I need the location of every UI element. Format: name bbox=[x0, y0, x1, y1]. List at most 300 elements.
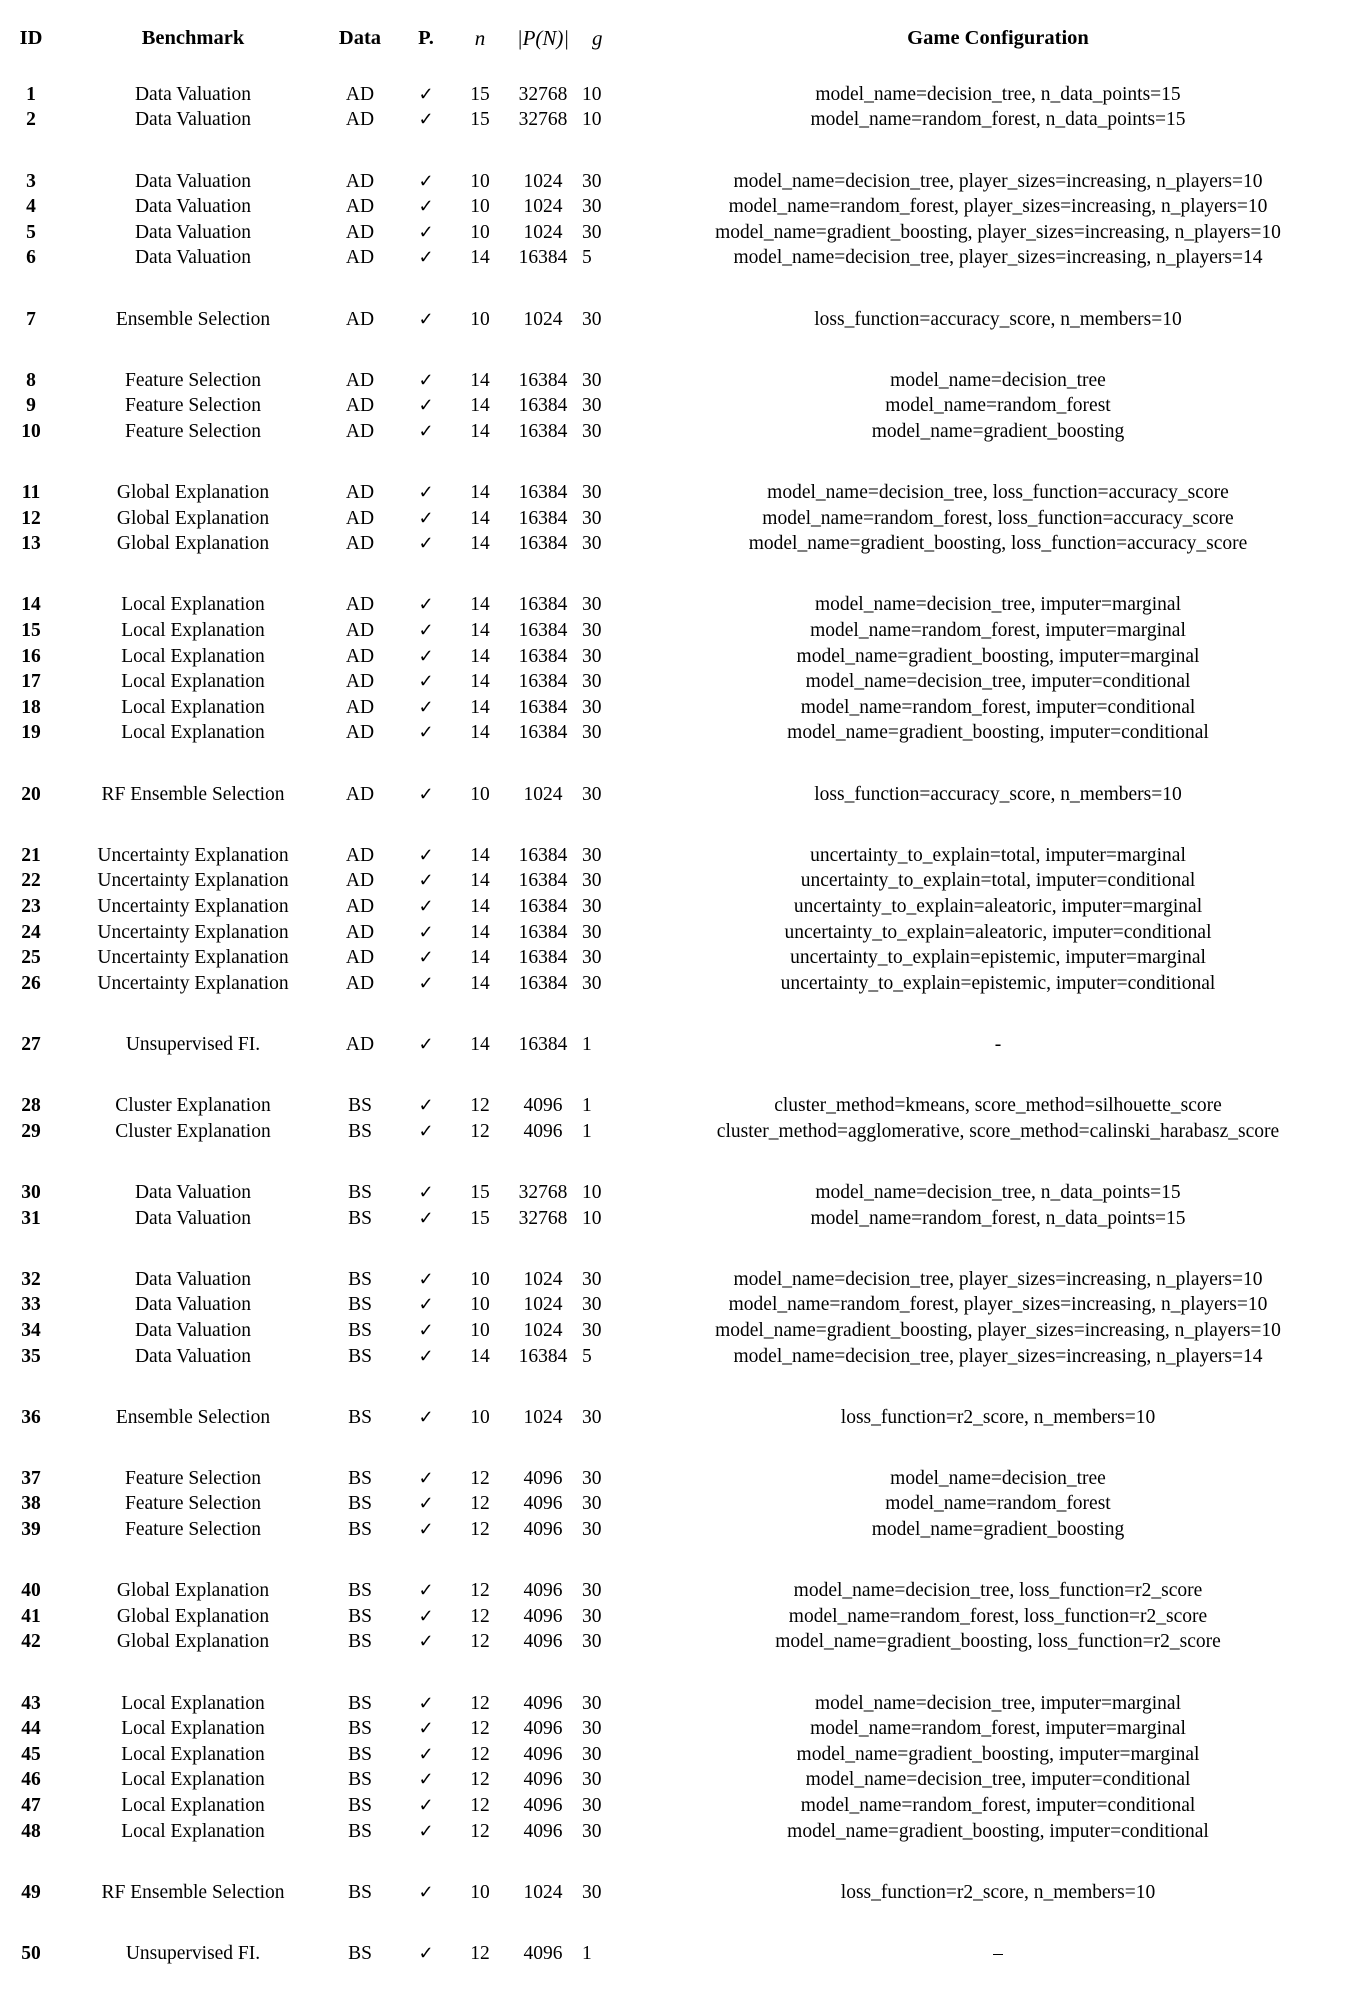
group-rule bbox=[0, 1435, 1366, 1461]
cell-powerset-size: 1024 bbox=[523, 308, 563, 330]
cell-game-configuration: model_name=decision_tree bbox=[890, 369, 1106, 391]
table-body bbox=[0, 77, 1366, 1997]
cell-g: 30 bbox=[582, 507, 602, 529]
cell-benchmark: Data Valuation bbox=[134, 1181, 252, 1203]
cell-precomputed-check: ✓ bbox=[418, 1181, 434, 1202]
table-row bbox=[0, 1292, 1366, 1318]
cell-n: 12 bbox=[470, 1519, 490, 1541]
cell-powerset-size: 16384 bbox=[518, 896, 568, 917]
cell-benchmark: Global Explanation bbox=[116, 482, 270, 504]
cell-id: 49 bbox=[21, 1881, 41, 1903]
cell-precomputed-check: ✓ bbox=[418, 1519, 434, 1540]
table-row bbox=[0, 1691, 1366, 1717]
header-rule bbox=[0, 51, 1366, 77]
table-row bbox=[0, 393, 1366, 419]
cell-precomputed-check: ✓ bbox=[418, 1718, 434, 1739]
cell-n: 14 bbox=[470, 671, 490, 693]
table-row bbox=[0, 1466, 1366, 1492]
cell-powerset-size: 4096 bbox=[523, 1718, 563, 1740]
cell-data: AD bbox=[345, 308, 375, 330]
cell-powerset-size: 32768 bbox=[518, 1207, 568, 1229]
cell-g: 30 bbox=[582, 170, 602, 192]
group-rule-row bbox=[0, 1660, 1366, 1686]
cell-g: 30 bbox=[582, 482, 602, 504]
cell-precomputed-check: ✓ bbox=[418, 594, 434, 615]
cell-data: BS bbox=[348, 1743, 372, 1765]
cell-precomputed-check: ✓ bbox=[418, 1942, 434, 1963]
cell-n: 12 bbox=[470, 1769, 490, 1791]
cell-powerset-size: 1024 bbox=[523, 1294, 563, 1316]
cell-id: 6 bbox=[26, 247, 36, 269]
group-rule-row bbox=[0, 1435, 1366, 1461]
cell-precomputed-check: ✓ bbox=[418, 1493, 434, 1514]
cell-benchmark: RF Ensemble Selection bbox=[101, 783, 285, 805]
cell-powerset-size: 16384 bbox=[518, 870, 568, 892]
table-row bbox=[0, 245, 1366, 271]
group-rule-row bbox=[0, 562, 1366, 588]
table-row bbox=[0, 1180, 1366, 1206]
cell-benchmark: Ensemble Selection bbox=[115, 1406, 271, 1428]
cell-game-configuration: model_name=gradient_boosting, player_sizes=increasing, n_players=10 bbox=[715, 221, 1281, 243]
cell-n: 14 bbox=[470, 896, 490, 917]
cell-game-configuration: model_name=decision_tree, player_sizes=increasing, n_players=14 bbox=[733, 247, 1263, 269]
cell-id: 46 bbox=[21, 1769, 41, 1791]
cell-game-configuration: model_name=decision_tree, imputer=conditional bbox=[805, 1769, 1191, 1791]
cell-data: BS bbox=[348, 1493, 372, 1515]
cell-n: 10 bbox=[470, 783, 490, 805]
cell-data: AD bbox=[345, 921, 375, 943]
cell-g: 30 bbox=[582, 1268, 602, 1290]
cell-precomputed-check: ✓ bbox=[418, 1207, 434, 1228]
table-row bbox=[0, 531, 1366, 557]
cell-g: 10 bbox=[582, 1181, 602, 1203]
cell-id: 43 bbox=[21, 1692, 41, 1714]
cell-g: 5 bbox=[582, 1345, 592, 1367]
cell-precomputed-check: ✓ bbox=[418, 196, 434, 217]
cell-powerset-size: 16384 bbox=[518, 1033, 568, 1055]
cell-n: 10 bbox=[470, 196, 490, 218]
cell-g: 30 bbox=[582, 1580, 602, 1602]
cell-benchmark: Local Explanation bbox=[121, 1743, 265, 1765]
cell-benchmark: Uncertainty Explanation bbox=[97, 844, 289, 866]
table-row bbox=[0, 1093, 1366, 1119]
cell-game-configuration: uncertainty_to_explain=epistemic, imputer=marginal bbox=[790, 947, 1206, 969]
table-row bbox=[0, 945, 1366, 971]
cell-n: 15 bbox=[470, 1207, 490, 1229]
cell-id: 29 bbox=[21, 1120, 41, 1142]
cell-benchmark: Local Explanation bbox=[121, 620, 265, 642]
cell-game-configuration: model_name=gradient_boosting, imputer=marginal bbox=[796, 1743, 1200, 1765]
cell-game-configuration: uncertainty_to_explain=aleatoric, imputer=marginal bbox=[793, 896, 1203, 917]
cell-game-configuration: model_name=random_forest, imputer=marginal bbox=[810, 620, 1186, 642]
group-rule bbox=[0, 1910, 1366, 1936]
cell-g: 10 bbox=[582, 83, 602, 105]
cell-id: 45 bbox=[21, 1743, 41, 1765]
cell-g: 30 bbox=[582, 1820, 602, 1842]
group-rule bbox=[0, 337, 1366, 363]
cell-n: 12 bbox=[470, 1692, 490, 1714]
cell-precomputed-check: ✓ bbox=[418, 1345, 434, 1366]
cell-g: 10 bbox=[582, 109, 602, 131]
cell-data: AD bbox=[345, 482, 375, 504]
cell-precomputed-check: ✓ bbox=[418, 722, 434, 743]
cell-id: 47 bbox=[21, 1795, 41, 1816]
cell-g: 30 bbox=[582, 870, 602, 892]
cell-powerset-size: 1024 bbox=[523, 1881, 563, 1903]
cell-game-configuration: model_name=gradient_boosting, imputer=marginal bbox=[796, 645, 1200, 667]
cell-g: 30 bbox=[582, 783, 602, 805]
cell-powerset-size: 4096 bbox=[523, 1493, 563, 1515]
cell-id: 19 bbox=[21, 722, 41, 744]
cell-powerset-size: 4096 bbox=[523, 1820, 563, 1842]
cell-precomputed-check: ✓ bbox=[418, 972, 434, 993]
cell-benchmark: Feature Selection bbox=[125, 1493, 261, 1515]
cell-benchmark: Cluster Explanation bbox=[115, 1120, 271, 1142]
table-row bbox=[0, 1767, 1366, 1793]
cell-powerset-size: 4096 bbox=[523, 1580, 563, 1602]
cell-game-configuration: model_name=random_forest, imputer=marginal bbox=[810, 1718, 1186, 1740]
group-rule bbox=[0, 1660, 1366, 1686]
cell-precomputed-check: ✓ bbox=[418, 1631, 434, 1652]
cell-game-configuration: model_name=decision_tree, player_sizes=increasing, n_players=14 bbox=[733, 1345, 1263, 1367]
group-rule bbox=[0, 751, 1366, 777]
cell-benchmark: Feature Selection bbox=[125, 1519, 261, 1541]
cell-precomputed-check: ✓ bbox=[418, 1033, 434, 1054]
table-header bbox=[0, 0, 1366, 77]
cell-data: BS bbox=[348, 1718, 372, 1740]
cell-data: AD bbox=[345, 722, 375, 744]
cell-precomputed-check: ✓ bbox=[418, 896, 434, 916]
cell-precomputed-check: ✓ bbox=[418, 247, 434, 268]
cell-precomputed-check: ✓ bbox=[418, 221, 434, 242]
cell-precomputed-check: ✓ bbox=[418, 170, 434, 191]
cell-powerset-size: 1024 bbox=[523, 1406, 563, 1428]
cell-g: 30 bbox=[582, 395, 602, 417]
cell-precomputed-check: ✓ bbox=[418, 1319, 434, 1340]
cell-powerset-size: 16384 bbox=[518, 671, 568, 693]
cell-data: BS bbox=[348, 1519, 372, 1541]
cell-id: 24 bbox=[21, 921, 41, 943]
cell-n: 15 bbox=[470, 1181, 490, 1203]
cell-precomputed-check: ✓ bbox=[418, 1692, 434, 1713]
cell-id: 26 bbox=[21, 972, 41, 994]
table-row bbox=[0, 1206, 1366, 1232]
cell-precomputed-check: ✓ bbox=[418, 1769, 434, 1790]
cell-data: AD bbox=[345, 83, 375, 105]
table-row bbox=[0, 971, 1366, 997]
cell-data: BS bbox=[348, 1605, 372, 1627]
table-row bbox=[0, 307, 1366, 333]
table-row bbox=[0, 1517, 1366, 1543]
cell-id: 50 bbox=[21, 1942, 41, 1964]
cell-id: 22 bbox=[21, 870, 41, 892]
cell-powerset-size: 4096 bbox=[523, 1769, 563, 1791]
cell-g: 30 bbox=[582, 1718, 602, 1740]
group-rule-row bbox=[0, 751, 1366, 777]
group-rule bbox=[0, 1063, 1366, 1089]
cell-benchmark: Data Valuation bbox=[134, 1319, 252, 1341]
cell-data: AD bbox=[345, 620, 375, 642]
cell-data: AD bbox=[345, 196, 375, 218]
cell-id: 15 bbox=[21, 620, 41, 642]
table-row bbox=[0, 506, 1366, 532]
cell-g: 30 bbox=[582, 972, 602, 994]
table-row bbox=[0, 1405, 1366, 1431]
cell-n: 12 bbox=[470, 1580, 490, 1602]
cell-game-configuration: model_name=gradient_boosting, player_sizes=increasing, n_players=10 bbox=[715, 1319, 1281, 1341]
group-rule-row bbox=[0, 1236, 1366, 1262]
cell-id: 1 bbox=[26, 83, 36, 105]
cell-n: 15 bbox=[470, 83, 490, 105]
cell-benchmark: Local Explanation bbox=[121, 594, 265, 616]
table-row bbox=[0, 868, 1366, 894]
cell-data: AD bbox=[345, 594, 375, 616]
cell-n: 12 bbox=[470, 1743, 490, 1765]
cell-data: BS bbox=[348, 1692, 372, 1714]
cell-g: 30 bbox=[582, 1519, 602, 1541]
cell-game-configuration: loss_function=accuracy_score, n_members=10 bbox=[814, 783, 1182, 805]
cell-benchmark: Data Valuation bbox=[134, 221, 252, 243]
table-row bbox=[0, 1267, 1366, 1293]
cell-game-configuration: model_name=random_forest bbox=[885, 395, 1111, 417]
cell-powerset-size: 16384 bbox=[518, 844, 568, 866]
cell-precomputed-check: ✓ bbox=[418, 369, 434, 390]
table-row bbox=[0, 1032, 1366, 1058]
cell-id: 7 bbox=[26, 308, 36, 330]
cell-n: 10 bbox=[470, 170, 490, 192]
top-rule bbox=[0, 0, 1366, 26]
table-row bbox=[0, 669, 1366, 695]
table-row bbox=[0, 169, 1366, 195]
cell-n: 14 bbox=[470, 947, 490, 969]
cell-game-configuration: model_name=decision_tree, imputer=marginal bbox=[814, 594, 1182, 616]
cell-precomputed-check: ✓ bbox=[418, 395, 434, 416]
cell-benchmark: Data Valuation bbox=[134, 109, 252, 131]
cell-game-configuration: uncertainty_to_explain=epistemic, imputer=conditional bbox=[780, 972, 1216, 994]
cell-data: AD bbox=[345, 896, 375, 917]
cell-game-configuration: model_name=decision_tree, loss_function=accuracy_score bbox=[767, 482, 1229, 504]
cell-data: AD bbox=[345, 844, 375, 866]
cell-g: 30 bbox=[582, 1605, 602, 1627]
table-row bbox=[0, 1604, 1366, 1630]
cell-powerset-size: 16384 bbox=[518, 369, 568, 391]
cell-powerset-size: 16384 bbox=[518, 696, 568, 718]
cell-game-configuration: cluster_method=kmeans, score_method=silhouette_score bbox=[774, 1095, 1222, 1117]
cell-precomputed-check: ✓ bbox=[418, 1605, 434, 1626]
cell-powerset-size: 16384 bbox=[518, 395, 568, 417]
cell-game-configuration: uncertainty_to_explain=total, imputer=marginal bbox=[810, 844, 1186, 866]
cell-game-configuration: model_name=decision_tree, n_data_points=15 bbox=[815, 83, 1181, 105]
cell-game-configuration: model_name=decision_tree, player_sizes=increasing, n_players=10 bbox=[733, 1268, 1263, 1290]
cell-powerset-size: 4096 bbox=[523, 1605, 563, 1627]
cell-benchmark: Unsupervised FI. bbox=[125, 1033, 261, 1055]
cell-n: 14 bbox=[470, 507, 490, 529]
header-rule-row bbox=[0, 51, 1366, 77]
cell-g: 30 bbox=[582, 1493, 602, 1515]
column-header-benchmark: Benchmark bbox=[141, 26, 245, 49]
cell-benchmark: Feature Selection bbox=[125, 369, 261, 391]
cell-powerset-size: 4096 bbox=[523, 1942, 563, 1964]
cell-game-configuration: cluster_method=agglomerative, score_method=calinski_harabasz_score bbox=[716, 1120, 1280, 1142]
cell-powerset-size: 4096 bbox=[523, 1692, 563, 1714]
table-row bbox=[0, 1578, 1366, 1604]
cell-precomputed-check: ✓ bbox=[418, 1120, 434, 1141]
cell-id: 5 bbox=[26, 221, 36, 243]
cell-benchmark: Data Valuation bbox=[134, 83, 252, 105]
cell-n: 14 bbox=[470, 482, 490, 504]
cell-powerset-size: 4096 bbox=[523, 1631, 563, 1653]
table-row bbox=[0, 1941, 1366, 1967]
cell-powerset-size: 16384 bbox=[518, 972, 568, 994]
cell-data: AD bbox=[345, 533, 375, 555]
header-row bbox=[0, 26, 1366, 52]
cell-g: 30 bbox=[582, 1406, 602, 1428]
table-row bbox=[0, 1793, 1366, 1819]
table-row bbox=[0, 644, 1366, 670]
cell-n: 10 bbox=[470, 308, 490, 330]
cell-benchmark: Local Explanation bbox=[121, 645, 265, 667]
cell-g: 1 bbox=[582, 1095, 592, 1117]
cell-benchmark: Uncertainty Explanation bbox=[97, 921, 289, 943]
cell-id: 37 bbox=[21, 1467, 41, 1489]
group-rule bbox=[0, 1149, 1366, 1175]
cell-data: BS bbox=[348, 1881, 372, 1903]
table-row bbox=[0, 82, 1366, 108]
cell-data: BS bbox=[348, 1820, 372, 1842]
table-row bbox=[0, 1742, 1366, 1768]
cell-data: AD bbox=[345, 395, 375, 417]
cell-g: 30 bbox=[582, 844, 602, 866]
cell-data: BS bbox=[348, 1095, 372, 1117]
cell-benchmark: Local Explanation bbox=[121, 1718, 265, 1740]
cell-data: BS bbox=[348, 1580, 372, 1602]
cell-g: 30 bbox=[582, 1692, 602, 1714]
cell-game-configuration: model_name=decision_tree, n_data_points=15 bbox=[815, 1181, 1181, 1203]
cell-benchmark: Data Valuation bbox=[134, 196, 252, 218]
cell-precomputed-check: ✓ bbox=[418, 507, 434, 528]
cell-id: 21 bbox=[21, 844, 41, 866]
cell-benchmark: Feature Selection bbox=[125, 395, 261, 417]
cell-benchmark: Uncertainty Explanation bbox=[97, 870, 289, 892]
cell-n: 14 bbox=[470, 972, 490, 994]
cell-id: 2 bbox=[26, 109, 36, 131]
cell-data: BS bbox=[348, 1631, 372, 1653]
cell-data: AD bbox=[345, 870, 375, 892]
group-rule-row bbox=[0, 812, 1366, 838]
cell-precomputed-check: ✓ bbox=[418, 83, 434, 104]
cell-data: AD bbox=[345, 507, 375, 529]
cell-data: BS bbox=[348, 1467, 372, 1489]
cell-n: 10 bbox=[470, 1268, 490, 1290]
cell-powerset-size: 1024 bbox=[523, 1319, 563, 1341]
cell-id: 31 bbox=[21, 1207, 41, 1229]
cell-data: AD bbox=[345, 221, 375, 243]
cell-id: 39 bbox=[21, 1519, 41, 1541]
table-row bbox=[0, 592, 1366, 618]
cell-game-configuration: model_name=gradient_boosting, loss_function=r2_score bbox=[775, 1631, 1221, 1653]
cell-benchmark: Global Explanation bbox=[116, 1605, 270, 1627]
cell-g: 30 bbox=[582, 947, 602, 969]
cell-game-configuration: model_name=random_forest, loss_function=r2_score bbox=[788, 1605, 1208, 1627]
cell-n: 12 bbox=[470, 1095, 490, 1117]
cell-g: 30 bbox=[582, 533, 602, 555]
table-row bbox=[0, 1318, 1366, 1344]
cell-benchmark: Data Valuation bbox=[134, 1268, 252, 1290]
cell-id: 23 bbox=[21, 896, 41, 917]
cell-precomputed-check: ✓ bbox=[418, 1095, 434, 1116]
table-row bbox=[0, 894, 1366, 920]
cell-id: 14 bbox=[21, 594, 41, 616]
table-row bbox=[0, 843, 1366, 869]
cell-id: 27 bbox=[21, 1033, 41, 1055]
cell-data: AD bbox=[345, 247, 375, 269]
group-rule bbox=[0, 1236, 1366, 1262]
cell-g: 30 bbox=[582, 594, 602, 616]
cell-n: 14 bbox=[470, 533, 490, 555]
cell-id: 13 bbox=[21, 533, 41, 555]
cell-precomputed-check: ✓ bbox=[418, 420, 434, 441]
cell-precomputed-check: ✓ bbox=[418, 533, 434, 554]
cell-benchmark: Unsupervised FI. bbox=[125, 1942, 261, 1964]
cell-data: BS bbox=[348, 1294, 372, 1316]
cell-benchmark: Feature Selection bbox=[125, 420, 261, 442]
cell-id: 20 bbox=[21, 783, 41, 805]
cell-g: 5 bbox=[582, 247, 592, 269]
cell-id: 32 bbox=[21, 1268, 41, 1290]
cell-data: AD bbox=[345, 696, 375, 718]
column-header-data: Data bbox=[338, 26, 382, 49]
cell-game-configuration: model_name=random_forest, player_sizes=increasing, n_players=10 bbox=[728, 196, 1268, 218]
cell-benchmark: Local Explanation bbox=[121, 1820, 265, 1842]
cell-n: 12 bbox=[470, 1718, 490, 1740]
cell-g: 1 bbox=[582, 1942, 592, 1964]
top-rule-row bbox=[0, 0, 1366, 26]
cell-n: 14 bbox=[470, 594, 490, 616]
cell-n: 14 bbox=[470, 722, 490, 744]
cell-precomputed-check: ✓ bbox=[418, 921, 434, 942]
cell-game-configuration: model_name=decision_tree, loss_function=r2_score bbox=[793, 1580, 1203, 1602]
table-row bbox=[0, 1344, 1366, 1370]
bottom-rule bbox=[0, 1972, 1366, 1997]
group-rule bbox=[0, 450, 1366, 476]
cell-benchmark: Uncertainty Explanation bbox=[97, 896, 289, 917]
cell-game-configuration: model_name=gradient_boosting, imputer=conditional bbox=[787, 1820, 1209, 1842]
table-row bbox=[0, 419, 1366, 445]
group-rule bbox=[0, 562, 1366, 588]
table-row bbox=[0, 782, 1366, 808]
cell-g: 30 bbox=[582, 1743, 602, 1765]
cell-benchmark: Ensemble Selection bbox=[115, 308, 271, 330]
cell-game-configuration: model_name=random_forest, imputer=conditional bbox=[800, 696, 1196, 718]
cell-game-configuration: model_name=random_forest, n_data_points=15 bbox=[810, 109, 1186, 131]
cell-game-configuration: model_name=gradient_boosting bbox=[871, 1519, 1125, 1541]
cell-id: 25 bbox=[21, 947, 41, 969]
column-header-powerset: |P(N)| bbox=[516, 25, 570, 50]
cell-n: 15 bbox=[470, 109, 490, 131]
group-rule-row bbox=[0, 1374, 1366, 1400]
cell-powerset-size: 32768 bbox=[518, 109, 568, 131]
cell-game-configuration: loss_function=accuracy_score, n_members=10 bbox=[814, 308, 1182, 330]
cell-data: AD bbox=[345, 1033, 375, 1055]
cell-n: 12 bbox=[470, 1120, 490, 1142]
cell-game-configuration: uncertainty_to_explain=total, imputer=conditional bbox=[800, 870, 1196, 892]
cell-benchmark: RF Ensemble Selection bbox=[101, 1881, 285, 1903]
cell-precomputed-check: ✓ bbox=[418, 482, 434, 503]
cell-n: 12 bbox=[470, 1820, 490, 1842]
group-rule bbox=[0, 1374, 1366, 1400]
cell-g: 30 bbox=[582, 369, 602, 391]
cell-g: 30 bbox=[582, 308, 602, 330]
